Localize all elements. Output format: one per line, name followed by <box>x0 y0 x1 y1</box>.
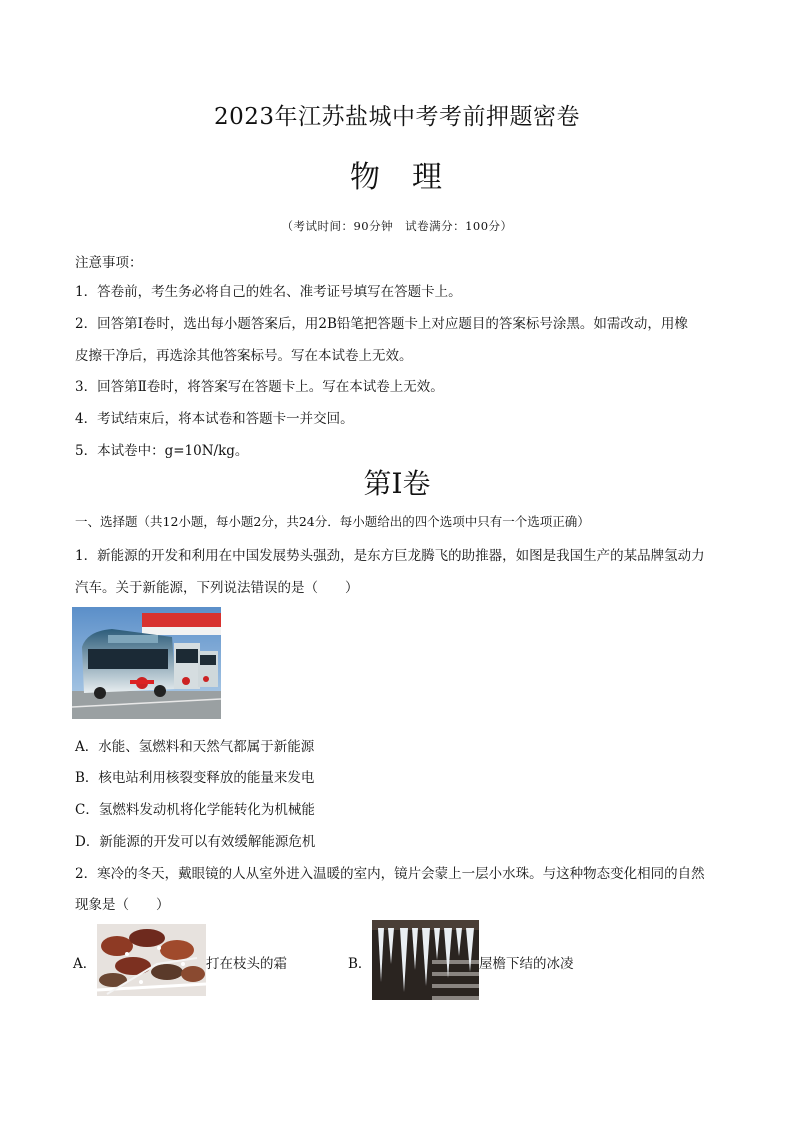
icicle-image <box>372 920 479 1000</box>
q2-option-a-text: 打在枝头的霜 <box>206 956 287 972</box>
notes-item-1: 1．答卷前，考生务必将自己的姓名、准考证号填写在答题卡上。 <box>75 284 462 300</box>
q1-stem-line1: 1．新能源的开发和利用在中国发展势头强劲，是东方巨龙腾飞的助推器，如图是我国生产的某品牌氢动力 <box>75 548 705 564</box>
notes-item-3: 3．回答第Ⅱ卷时，将答案写在答题卡上。写在本试卷上无效。 <box>75 379 444 395</box>
notes-item-2-cont: 皮擦干净后，再选涂其他答案标号。写在本试卷上无效。 <box>75 348 413 364</box>
q2-option-b-text: 屋檐下结的冰凌 <box>479 956 574 972</box>
section-title: 第Ⅰ卷 <box>363 467 431 500</box>
q1-option-c: C．氢燃料发动机将化学能转化为机械能 <box>75 802 315 818</box>
hydrogen-bus-image <box>72 607 221 719</box>
part-heading: 一、选择题（共12小题，每小题2分，共24分．每小题给出的四个选项中只有一个选项正确） <box>75 514 590 529</box>
q2-option-b-letter: B． <box>348 956 372 972</box>
notes-item-4: 4．考试结束后，将本试卷和答题卡一并交回。 <box>75 411 354 427</box>
q2-stem-line2: 现象是（ ） <box>75 897 170 913</box>
notes-item-5: 5．本试卷中：g=10N/kg。 <box>75 443 249 459</box>
notes-heading: 注意事项： <box>75 255 143 271</box>
q1-option-d: D．新能源的开发可以有效缓解能源危机 <box>75 834 316 850</box>
q1-option-a: A．水能、氢燃料和天然气都属于新能源 <box>75 739 315 755</box>
exam-meta: （考试时间：90分钟 试卷满分：100分） <box>281 219 513 233</box>
q1-stem-line2: 汽车。关于新能源，下列说法错误的是（ ） <box>75 580 359 596</box>
q2-option-a-letter: A． <box>73 956 97 972</box>
notes-item-2: 2．回答第Ⅰ卷时，选出每小题答案后，用2B铅笔把答题卡上对应题目的答案标号涂黑。如需改动，用橡 <box>75 316 688 332</box>
q1-option-b: B．核电站利用核裂变释放的能量来发电 <box>75 770 315 786</box>
q2-stem-line1: 2．寒冷的冬天，戴眼镜的人从室外进入温暖的室内，镜片会蒙上一层小水珠。与这种物态变化相同的自然 <box>75 866 705 882</box>
frost-image <box>97 924 206 996</box>
exam-subject: 物理 <box>350 160 474 195</box>
exam-title: 2023年江苏盐城中考考前押题密卷 <box>213 104 581 130</box>
